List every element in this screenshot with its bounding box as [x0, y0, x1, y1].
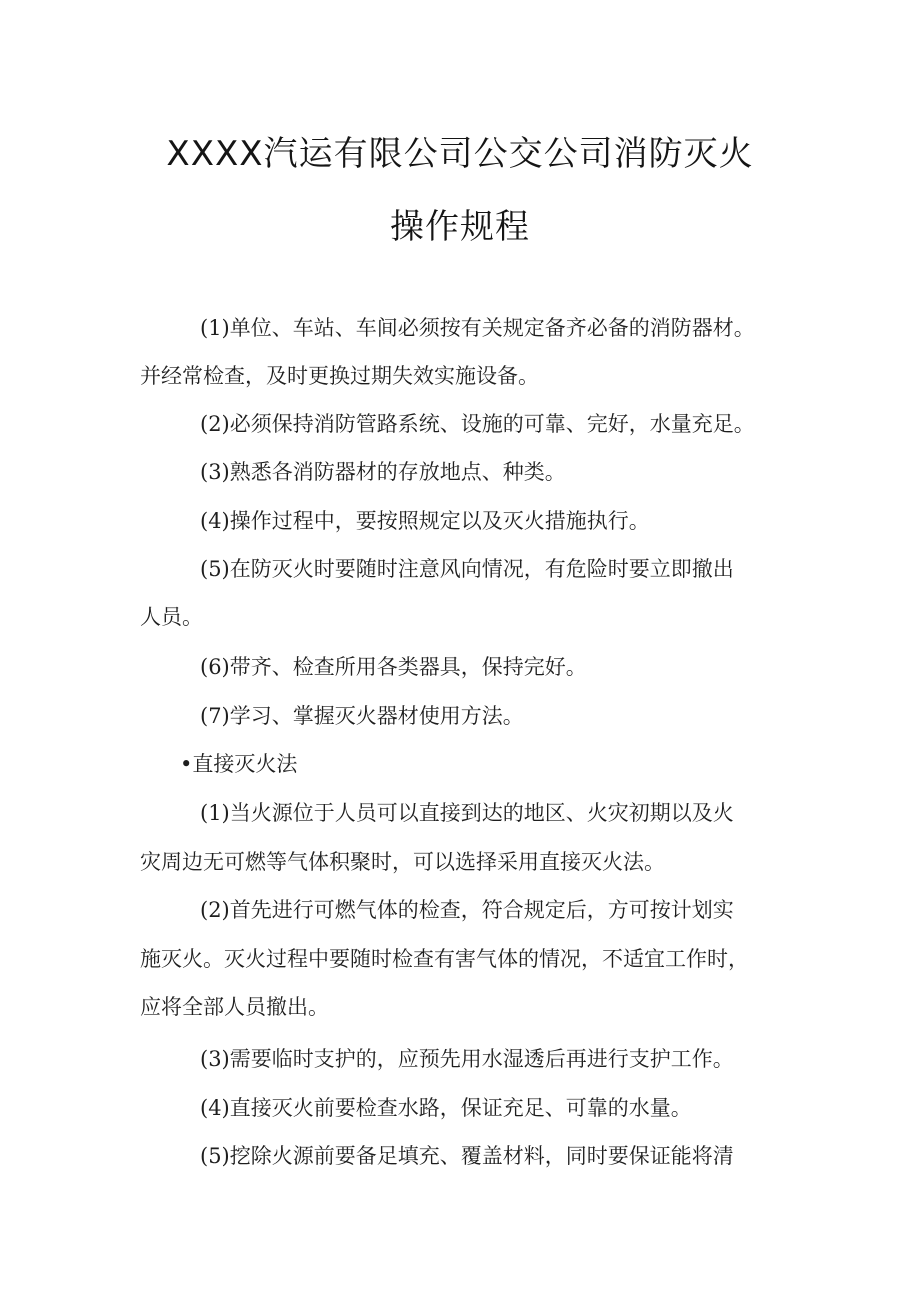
paragraph-line: (5)在防灭火时要随时注意风向情况，有危险时要立即撤出: [200, 557, 734, 581]
document-title-line-1: XXXX汽运有限公司公交公司消防灭火: [166, 134, 754, 174]
paragraph-line: (4)操作过程中，要按照规定以及灭火措施执行。: [200, 509, 650, 533]
paragraph-line: (5)挖除火源前要备足填充、覆盖材料，同时要保证能将清: [200, 1144, 734, 1168]
paragraph-line: 人员。: [140, 605, 203, 629]
paragraph-line: (2)必须保持消防管路系统、设施的可靠、完好，水量充足。: [200, 412, 755, 436]
paragraph-line: 应将全部人员撤出。: [140, 995, 329, 1019]
paragraph-line: 灾周边无可燃等气体积聚时，可以选择采用直接灭火法。: [140, 850, 665, 874]
paragraph-line: (3)需要临时支护的，应预先用水湿透后再进行支护工作。: [200, 1047, 734, 1071]
paragraph-line: (6)带齐、检查所用各类器具，保持完好。: [200, 655, 587, 679]
paragraph-line: 施灭火。灭火过程中要随时检查有害气体的情况，不适宜工作时，: [140, 947, 749, 971]
paragraph-line: (7)学习、掌握灭火器材使用方法。: [200, 704, 524, 728]
paragraph-line: 并经常检查，及时更换过期失效实施设备。: [140, 364, 539, 388]
section-heading-direct-extinguishing: •直接灭火法: [180, 752, 298, 776]
document-title-line-2: 操作规程: [390, 207, 530, 247]
paragraph-line: (2)首先进行可燃气体的检查，符合规定后，方可按计划实: [200, 898, 734, 922]
paragraph-line: (4)直接灭火前要检查水路，保证充足、可靠的水量。: [200, 1096, 692, 1120]
paragraph-line: (1)单位、车站、车间必须按有关规定备齐必备的消防器材。: [200, 316, 755, 340]
paragraph-line: (3)熟悉各消防器材的存放地点、种类。: [200, 460, 566, 484]
paragraph-line: (1)当火源位于人员可以直接到达的地区、火灾初期以及火: [200, 801, 734, 825]
